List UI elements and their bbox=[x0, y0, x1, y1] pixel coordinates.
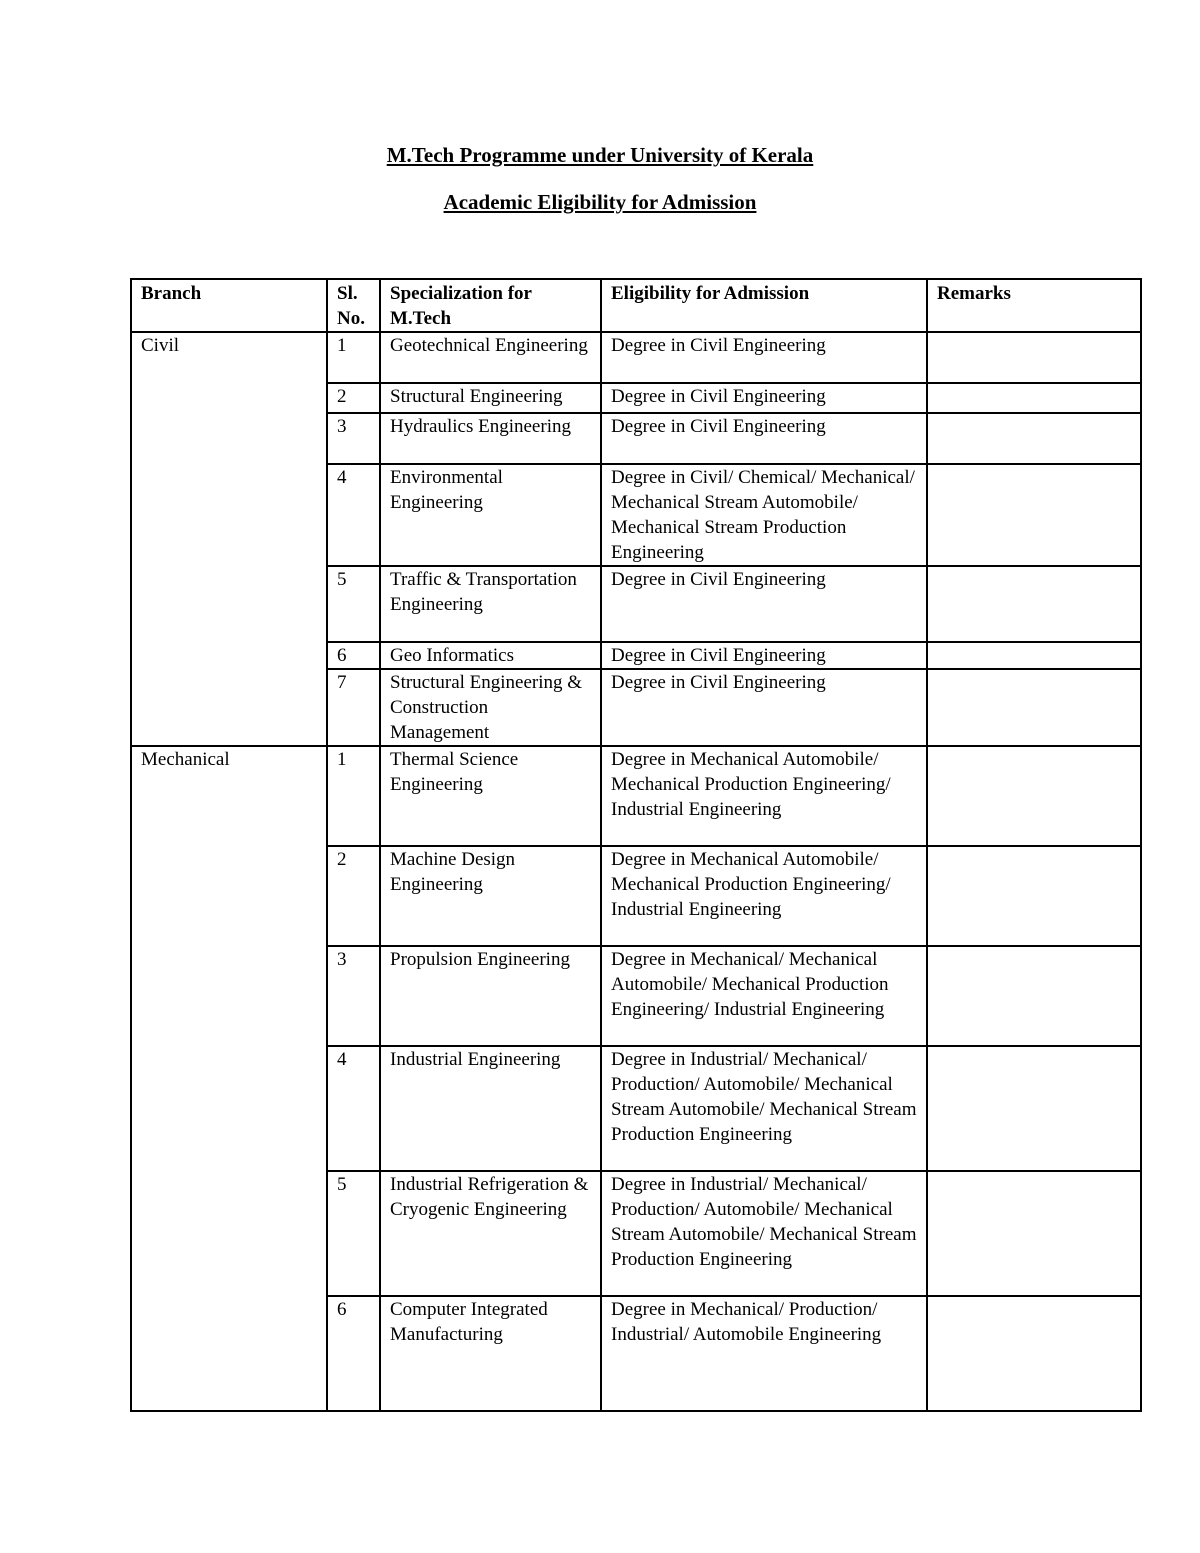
sl-cell: 2 bbox=[327, 846, 380, 946]
eligibility-cell: Degree in Civil Engineering bbox=[601, 413, 927, 464]
remarks-cell bbox=[927, 1296, 1141, 1411]
specialization-cell: Environmental Engineering bbox=[380, 464, 601, 566]
eligibility-cell: Degree in Industrial/ Mechanical/ Production/ Automobile/ Mechanical Stream Automobile/ Mechanical Stream Production Engineering bbox=[601, 1046, 927, 1171]
eligibility-cell: Degree in Civil Engineering bbox=[601, 669, 927, 746]
sl-cell: 3 bbox=[327, 946, 380, 1046]
remarks-cell bbox=[927, 566, 1141, 642]
header-remarks: Remarks bbox=[927, 279, 1141, 332]
document-title: M.Tech Programme under University of Kerala bbox=[386, 143, 814, 167]
sl-cell: 2 bbox=[327, 383, 380, 413]
sl-cell: 1 bbox=[327, 332, 380, 383]
header-branch: Branch bbox=[131, 279, 327, 332]
specialization-cell: Structural Engineering & Construction Management bbox=[380, 669, 601, 746]
remarks-cell bbox=[927, 413, 1141, 464]
eligibility-cell: Degree in Mechanical Automobile/ Mechanical Production Engineering/ Industrial Engineering bbox=[601, 746, 927, 846]
sl-cell: 6 bbox=[327, 1296, 380, 1411]
eligibility-cell: Degree in Mechanical/ Production/ Industrial/ Automobile Engineering bbox=[601, 1296, 927, 1411]
branch-cell-civil: Civil bbox=[131, 332, 327, 746]
specialization-cell: Hydraulics Engineering bbox=[380, 413, 601, 464]
table-header-row bbox=[131, 279, 1141, 332]
eligibility-cell: Degree in Civil Engineering bbox=[601, 642, 927, 669]
sl-cell: 6 bbox=[327, 642, 380, 669]
remarks-cell bbox=[927, 383, 1141, 413]
specialization-cell: Thermal Science Engineering bbox=[380, 746, 601, 846]
remarks-cell bbox=[927, 464, 1141, 566]
sl-cell: 1 bbox=[327, 746, 380, 846]
sl-cell: 5 bbox=[327, 1171, 380, 1296]
document-subtitle: Academic Eligibility for Admission bbox=[443, 190, 757, 214]
header-specialization: Specialization for M.Tech bbox=[380, 279, 601, 332]
sl-cell: 5 bbox=[327, 566, 380, 642]
remarks-cell bbox=[927, 1171, 1141, 1296]
specialization-cell: Propulsion Engineering bbox=[380, 946, 601, 1046]
remarks-cell bbox=[927, 746, 1141, 846]
eligibility-table bbox=[130, 278, 1142, 1412]
table-row bbox=[131, 746, 1141, 846]
header-eligibility: Eligibility for Admission bbox=[601, 279, 927, 332]
specialization-cell: Industrial Engineering bbox=[380, 1046, 601, 1171]
branch-cell-mechanical: Mechanical bbox=[131, 746, 327, 1411]
specialization-cell: Industrial Refrigeration & Cryogenic Engineering bbox=[380, 1171, 601, 1296]
table-row bbox=[131, 332, 1141, 383]
specialization-cell: Geo Informatics bbox=[380, 642, 601, 669]
specialization-cell: Geotechnical Engineering bbox=[380, 332, 601, 383]
remarks-cell bbox=[927, 946, 1141, 1046]
remarks-cell bbox=[927, 1046, 1141, 1171]
remarks-cell bbox=[927, 846, 1141, 946]
sl-cell: 3 bbox=[327, 413, 380, 464]
eligibility-cell: Degree in Civil Engineering bbox=[601, 566, 927, 642]
header-sl-no: Sl. No. bbox=[327, 279, 380, 332]
specialization-cell: Traffic & Transportation Engineering bbox=[380, 566, 601, 642]
sl-cell: 4 bbox=[327, 1046, 380, 1171]
specialization-cell: Structural Engineering bbox=[380, 383, 601, 413]
remarks-cell bbox=[927, 642, 1141, 669]
eligibility-cell: Degree in Civil/ Chemical/ Mechanical/ Mechanical Stream Automobile/ Mechanical Stream Production Engineering bbox=[601, 464, 927, 566]
eligibility-cell: Degree in Civil Engineering bbox=[601, 383, 927, 413]
eligibility-cell: Degree in Mechanical Automobile/ Mechanical Production Engineering/ Industrial Engineering bbox=[601, 846, 927, 946]
eligibility-cell: Degree in Industrial/ Mechanical/ Production/ Automobile/ Mechanical Stream Automobile/ Mechanical Stream Production Engineering bbox=[601, 1171, 927, 1296]
remarks-cell bbox=[927, 669, 1141, 746]
eligibility-cell: Degree in Civil Engineering bbox=[601, 332, 927, 383]
sl-cell: 4 bbox=[327, 464, 380, 566]
sl-cell: 7 bbox=[327, 669, 380, 746]
specialization-cell: Machine Design Engineering bbox=[380, 846, 601, 946]
specialization-cell: Computer Integrated Manufacturing bbox=[380, 1296, 601, 1411]
eligibility-cell: Degree in Mechanical/ Mechanical Automobile/ Mechanical Production Engineering/ Industrial Engineering bbox=[601, 946, 927, 1046]
remarks-cell bbox=[927, 332, 1141, 383]
